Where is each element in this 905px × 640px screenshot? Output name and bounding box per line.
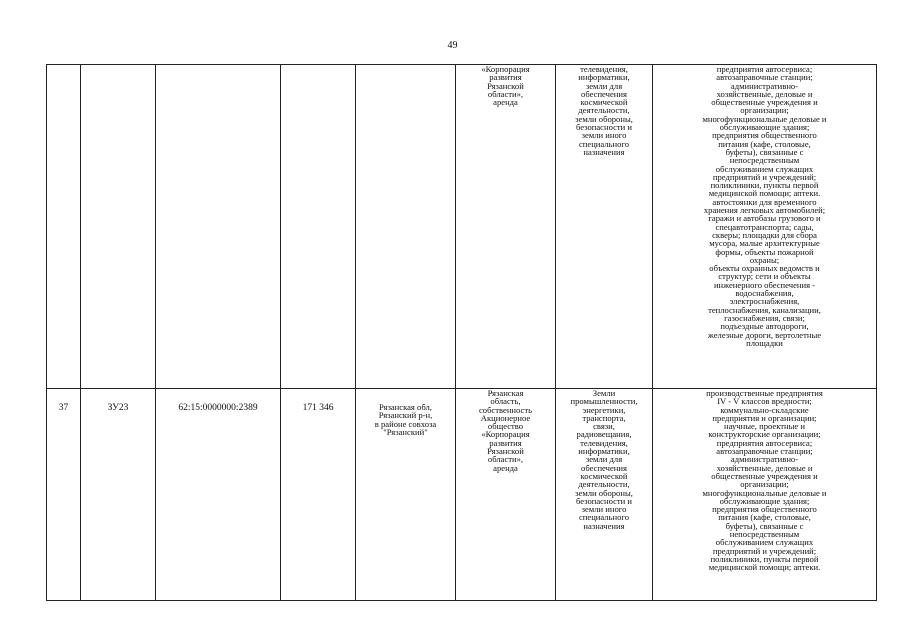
cell-text-line: площадки xyxy=(746,337,783,348)
cell-text-line: безопасности и xyxy=(575,495,633,506)
cell-text-line: спецавтотранспорта; сады, xyxy=(715,221,814,232)
cell-text-line: космической xyxy=(580,470,628,481)
page-number: 49 xyxy=(447,40,458,51)
cell-text-line: непосредственным xyxy=(729,529,800,540)
cell-text-line: скверы; площадки для сбора xyxy=(712,229,817,240)
cell-text-line: буфеты), связанные с xyxy=(725,520,804,531)
cell-text-line: информатики, xyxy=(578,72,630,83)
cell-text-line: обслуживающие здания; xyxy=(719,122,810,133)
cell-text-line: предприятий и учреждений; xyxy=(712,545,817,556)
cell-text-line: предприятий и учреждений; xyxy=(712,171,817,182)
cell-text-line: структур; сети и объекты xyxy=(718,271,811,282)
cell-text-line: автозаправочные станции; xyxy=(716,72,813,83)
cell-text-line: области», xyxy=(487,88,524,99)
cell-text-line: гаражи и автобазы грузового и xyxy=(708,213,821,224)
cell-text-line: Рязанской xyxy=(487,80,524,91)
cell-text-line: "Рязанский" xyxy=(383,426,428,437)
cell-text-line: электроснабжения, xyxy=(729,296,800,307)
cell-text-line: многофункциональные деловые и xyxy=(702,487,827,498)
zone-code-cell xyxy=(81,65,156,389)
cell-text-line: хранения легковых автомобилей; xyxy=(703,205,826,216)
cell-text-line: охраны; xyxy=(749,254,780,265)
cell-text-line: обслуживанием служащих xyxy=(715,537,814,548)
cell-text-line: Рязанская обл, xyxy=(379,402,432,412)
cell-text-line: предприятия автосервиса; xyxy=(716,437,813,448)
cell-text-line: медицинской помощи; аптеки. xyxy=(708,562,821,573)
cell-text-line: развития xyxy=(489,72,522,83)
area-cell: 171 346 xyxy=(281,389,356,601)
cell-text-line: коммунально-складские xyxy=(720,404,809,415)
cell-text-line: предприятия общественного xyxy=(712,130,817,141)
cell-text-line: телевидения, xyxy=(580,437,628,448)
cell-text-line: общество xyxy=(487,421,524,432)
cell-text-line: аренда xyxy=(493,462,518,473)
cell-text-line: автостоянки для временного xyxy=(712,196,817,207)
cell-text-line: «Корпорация xyxy=(481,429,530,440)
cell-text-line: обслуживанием служащих xyxy=(715,163,814,174)
cell-text-line: земли для xyxy=(585,454,623,465)
cell-text-line: космической xyxy=(580,97,628,108)
cell-text-line: формы, объекты пожарной xyxy=(715,246,814,257)
cell-text-line: «Корпорация xyxy=(481,64,530,74)
cell-text-line: административно- xyxy=(730,80,799,91)
permitted-uses-cell xyxy=(653,65,877,389)
cell-text-line: железные дороги, вертолетные xyxy=(707,329,822,340)
cell-text-line: назначения xyxy=(583,146,625,157)
cell-text-line: информатики, xyxy=(578,446,630,457)
cell-text-line: предприятия и организации; xyxy=(712,412,817,423)
cell-text-line: транспорта, xyxy=(582,412,626,423)
cell-text-line: радиовещания, xyxy=(576,429,632,440)
cell-text-line: питания (кафе, столовые, xyxy=(718,138,811,149)
cell-text-line: безопасности и xyxy=(575,122,633,133)
area-cell xyxy=(281,65,356,389)
cell-text-line: буфеты), связанные с xyxy=(725,146,804,157)
cell-text-line: многофункциональные деловые и xyxy=(702,113,827,124)
cell-text-line: деятельности, xyxy=(578,105,630,116)
cell-text-line: подъездные автодороги, xyxy=(720,321,809,332)
owner-cell xyxy=(456,65,556,389)
location-cell xyxy=(356,65,456,389)
cell-text-line: хозяйственные, деловые и xyxy=(716,88,813,99)
cell-text-line: поликлиники, пункты первой xyxy=(710,553,819,564)
table-row xyxy=(47,65,877,389)
cell-text-line: Рязанский р-н, xyxy=(378,410,433,421)
permitted-uses-cell xyxy=(653,389,877,601)
cell-text-line: собственность xyxy=(478,404,533,415)
cell-text-line: энергетики, xyxy=(582,404,626,415)
cell-text-line: Рязанской xyxy=(487,446,524,457)
cell-text-line: назначения xyxy=(583,520,625,531)
cell-text-line: Земли xyxy=(592,388,616,398)
cell-text-line: теплоснабжения, канализации, xyxy=(708,304,821,315)
cell-text-line: в районе совхоза xyxy=(374,418,437,429)
cell-text-line: обслуживающие здания; xyxy=(719,495,810,506)
cell-text-line: мусора, малые архитектурные xyxy=(709,238,820,249)
cell-text-line: земли иного xyxy=(581,130,627,141)
cell-text-line: земли иного xyxy=(581,504,627,515)
cell-text-line: Рязанская xyxy=(487,388,524,398)
cell-text-line: обеспечения xyxy=(581,462,627,473)
cell-text-line: водоснабжения, xyxy=(735,288,794,299)
cell-text-line: хозяйственные, деловые и xyxy=(716,462,813,473)
row-number-cell xyxy=(47,65,81,389)
cell-text-line: непосредственным xyxy=(729,155,800,166)
cell-text-line: земли обороны, xyxy=(575,487,633,498)
cell-text-line: медицинской помощи; аптеки. xyxy=(708,188,821,199)
cell-text-line: земли обороны, xyxy=(575,113,633,124)
land-category-cell xyxy=(556,389,653,601)
cell-text-line: инженерного обеспечения - xyxy=(713,279,816,290)
cell-text-line: IV - V классов вредности; xyxy=(717,396,812,407)
cell-text-line: область, xyxy=(490,396,521,407)
cell-text-line: специального xyxy=(578,512,630,523)
cell-text-line: организации; xyxy=(740,105,789,116)
zone-code-cell: ЗУ23 xyxy=(81,389,156,601)
land-plots-table xyxy=(46,64,877,601)
owner-cell xyxy=(456,389,556,601)
cadastral-number-cell xyxy=(156,65,281,389)
cell-text-line: общественные учреждения и xyxy=(711,470,818,481)
cell-text-line: питания (кафе, столовые, xyxy=(718,512,811,523)
location-cell xyxy=(356,389,456,601)
cell-text-line: организации; xyxy=(740,479,789,490)
cell-text-line: автозаправочные станции; xyxy=(716,446,813,457)
cell-text-line: объекты охранных ведомств и xyxy=(709,263,820,274)
cell-text-line: деятельности, xyxy=(578,479,630,490)
cell-text-line: производственные предприятия xyxy=(706,388,823,398)
cell-text-line: конструкторские организации; xyxy=(708,429,821,440)
cell-text-line: поликлиники, пункты первой xyxy=(710,180,819,191)
cell-text-line: аренда xyxy=(493,97,518,108)
cell-text-line: обеспечения xyxy=(581,88,627,99)
cell-text-line: предприятия автосервиса; xyxy=(716,64,813,74)
cell-text-line: Акционерное xyxy=(480,412,531,423)
cell-text-line: предприятия общественного xyxy=(712,504,817,515)
cell-text-line: области», xyxy=(487,454,524,465)
cadastral-number-cell: 62:15:0000000:2389 xyxy=(156,389,281,601)
cell-text-line: специального xyxy=(578,138,630,149)
land-category-cell xyxy=(556,65,653,389)
cell-text-line: административно- xyxy=(730,454,799,465)
cell-text-line: земли для xyxy=(585,80,623,91)
cell-text-line: промышленности, xyxy=(570,396,638,407)
cell-text-line: телевидения, xyxy=(580,64,628,74)
cell-text-line: газоснабжения, связи; xyxy=(724,312,805,323)
cell-text-line: развития xyxy=(489,437,522,448)
table-row xyxy=(47,389,877,601)
cell-text-line: общественные учреждения и xyxy=(711,97,818,108)
row-number-cell: 37 xyxy=(47,389,81,601)
cell-text-line: связи, xyxy=(593,421,615,432)
cell-text-line: научные, проектные и xyxy=(724,421,805,432)
